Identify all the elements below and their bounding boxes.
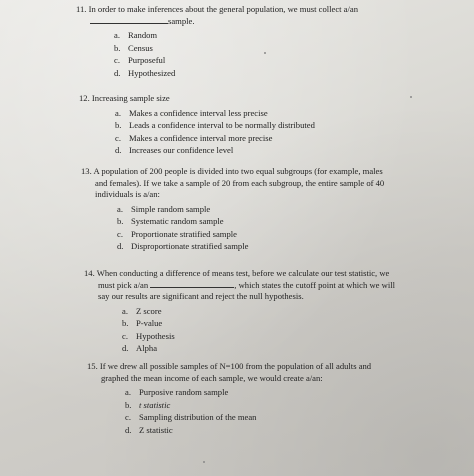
question-14-stem-prefix: must pick a/an	[98, 279, 149, 290]
option-a	[125, 386, 467, 399]
question-12-stem: Increasing sample size	[91, 93, 170, 103]
answer-blank	[150, 287, 234, 288]
option-letter: d.	[115, 145, 122, 155]
option-a	[117, 203, 466, 216]
option-b	[125, 399, 467, 412]
option-b	[122, 317, 469, 330]
option-d	[117, 240, 466, 253]
option-letter: b.	[114, 42, 121, 53]
option-letter: a.	[114, 30, 120, 40]
option-c	[114, 54, 466, 67]
question-13	[81, 166, 466, 253]
option-letter: c.	[114, 55, 120, 65]
option-letter: c.	[122, 330, 128, 341]
option-text: Systematic random sample	[131, 216, 224, 226]
option-d	[114, 67, 466, 80]
option-letter: b.	[115, 120, 122, 130]
option-text: Increases our confidence level	[129, 145, 234, 155]
option-letter: b.	[122, 318, 129, 328]
option-text: Hypothesized	[128, 67, 176, 78]
option-a	[115, 107, 459, 120]
option-d	[125, 424, 467, 437]
option-letter: a.	[115, 107, 121, 118]
option-text: Leads a confidence interval to be normally distributed	[129, 120, 315, 130]
question-13-options	[81, 203, 466, 253]
paper-speck	[203, 461, 205, 463]
option-letter: a.	[125, 387, 131, 397]
question-11	[76, 4, 466, 79]
paper-speck	[264, 52, 266, 54]
option-letter: c.	[115, 132, 121, 143]
question-11-stem-line1	[76, 4, 466, 16]
option-letter: d.	[122, 343, 129, 353]
option-text: Disproportionate stratified sample	[131, 241, 249, 251]
question-14-stem-suffix: , which states the cutoff point at which we will	[234, 279, 395, 290]
question-11-number: 11.	[76, 4, 87, 14]
option-b	[115, 119, 459, 132]
option-letter: a.	[117, 203, 123, 214]
answer-blank	[90, 23, 168, 24]
option-b	[114, 42, 466, 55]
question-14-stem: When conducting a difference of means test, before we calculate our test statistic, we	[96, 268, 390, 278]
option-d	[122, 342, 469, 355]
question-12-options	[79, 107, 459, 157]
option-text: P-value	[136, 318, 163, 328]
question-14-stem-line1	[84, 268, 469, 280]
question-15-stem: If we drew all possible samples of N=100 from the population of all adults and	[99, 361, 372, 371]
question-15-stem-line2: graphed the mean income of each sample, we would create a/an:	[101, 372, 323, 383]
option-text: t statistic	[139, 399, 171, 410]
option-c	[122, 330, 469, 343]
option-letter: b.	[117, 216, 124, 226]
option-b	[117, 215, 466, 228]
question-11-stem: In order to make inferences about the general population, we must collect a/an	[88, 4, 359, 14]
question-14-number: 14.	[84, 268, 95, 278]
option-letter: a.	[122, 305, 128, 316]
question-13-stem-line1	[81, 166, 466, 178]
question-13-number: 13.	[81, 166, 92, 176]
option-d	[115, 144, 459, 157]
question-15	[87, 361, 467, 436]
option-letter: d.	[114, 67, 121, 78]
question-12-number: 12.	[79, 93, 90, 103]
option-text: Purposive random sample	[139, 387, 229, 397]
option-letter: d.	[117, 241, 124, 251]
question-15-number: 15.	[87, 361, 98, 371]
option-text: Makes a confidence interval more precise	[129, 132, 273, 143]
question-12	[79, 93, 459, 157]
question-12-stem-line1	[79, 93, 459, 105]
option-text: Proportionate stratified sample	[131, 228, 237, 239]
option-text: Hypothesis	[136, 330, 175, 341]
option-letter: d.	[125, 424, 132, 435]
question-11-options	[76, 29, 466, 79]
option-text: Z statistic	[139, 424, 173, 435]
option-text: Simple random sample	[131, 203, 211, 214]
option-text: Sampling distribution of the mean	[139, 412, 257, 422]
option-text: Purposeful	[128, 55, 166, 65]
question-14-options	[84, 305, 469, 355]
option-c	[115, 132, 459, 145]
option-c	[125, 411, 467, 424]
question-11-stem-line2	[76, 16, 466, 28]
question-14-stem-line3: say our results are significant and reject the null hypothesis.	[98, 291, 304, 301]
paper-speck	[410, 96, 412, 98]
option-text: Z score	[136, 305, 162, 316]
question-14	[84, 268, 469, 355]
option-a	[122, 305, 469, 318]
question-15-stem-line1	[87, 361, 467, 373]
option-text: Alpha	[136, 343, 158, 353]
question-14-stem-line2	[84, 280, 469, 292]
option-letter: c.	[117, 228, 123, 239]
question-11-stem-suffix: sample.	[168, 15, 195, 26]
option-c	[117, 228, 466, 241]
option-letter: c.	[125, 412, 131, 422]
option-text: Random	[128, 30, 158, 40]
option-a	[114, 29, 466, 42]
option-text: Makes a confidence interval less precise	[129, 107, 268, 118]
question-13-stem-line2: and females). If we take a sample of 20 from each subgroup, the entire sample of 40	[95, 177, 385, 188]
question-13-stem: A population of 200 people is divided into two equal subgroups (for example, males	[93, 166, 383, 176]
question-13-stem-line3: individuals is a/an:	[95, 189, 160, 199]
question-15-options	[87, 386, 467, 436]
option-letter: b.	[125, 399, 132, 410]
option-text: Census	[128, 42, 153, 53]
